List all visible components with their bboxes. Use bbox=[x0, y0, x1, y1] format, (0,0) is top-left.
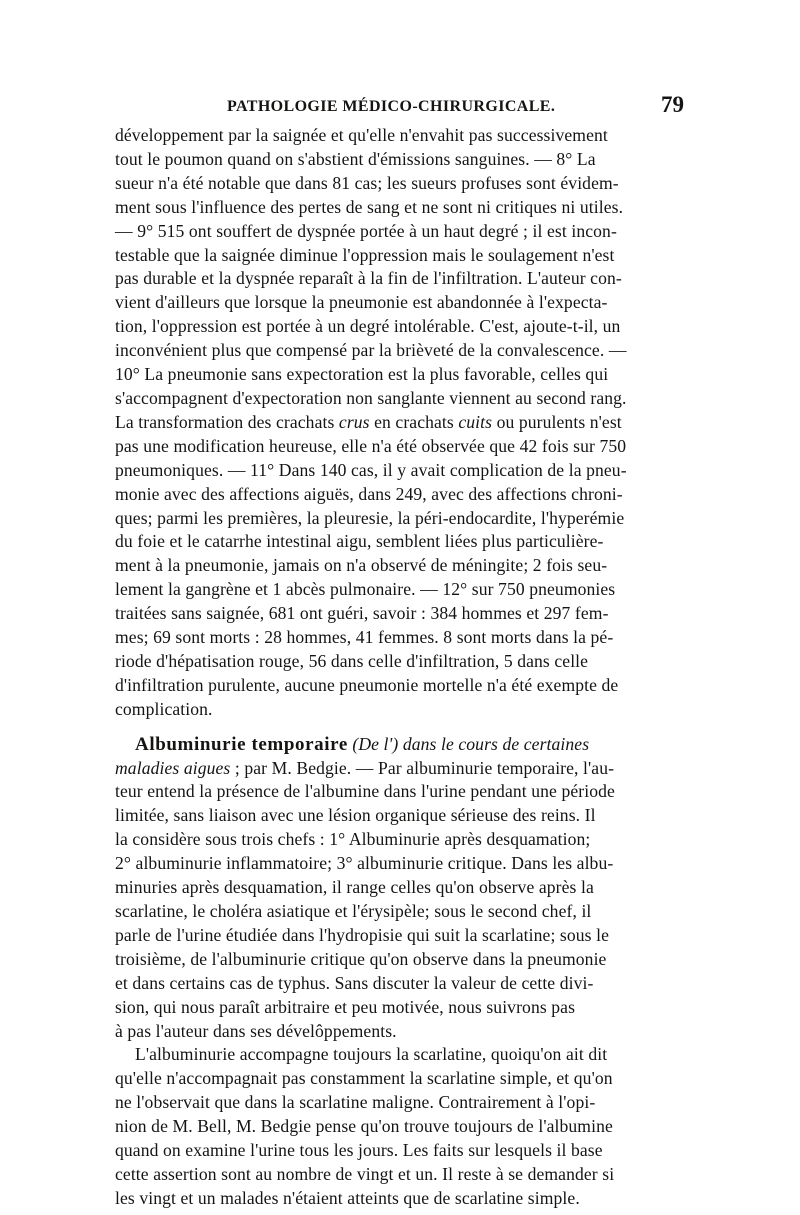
paragraph-text: développement par la saignée et qu'elle n'envahit pas successivement tout le poumon quand on s'abstient d'émissions sanguines. — 8° La sueur n'a été notable que dans 81 cas; les sueurs profuses sont évidem- ment sous l'influence des pertes de sang et ne sont ni critiques ni utiles. — 9° 515 ont souffert de dyspnée portée à un haut degré ; il est incon- testable que la saignée diminue l'oppression mais le soulagement n'est pas durable et la dyspnée reparaît à la fin de l'infiltration. L'auteur con- vient d'ailleurs que lorsque la pneumonie est abandonnée à l'expecta- tion, l'oppression est portée à un degré intolérable. C'est, ajoute-t-il, un inconvénient plus que compensé par la brièveté de la convalescence. — 10° La pneumonie sans expectoration est la plus favorable, celles qui s'accompagnent d'expectoration non sanglante viennent au second rang. La transformation des crachats bbox=[115, 125, 627, 432]
article-subject: (De l') dans le cours de certaines maladies aigues bbox=[115, 733, 590, 778]
article-albuminurie bbox=[115, 733, 687, 1044]
page-number: 79 bbox=[661, 92, 684, 117]
paragraph-text: en crachats bbox=[369, 411, 459, 432]
article-text: ; par M. Bedgie. — Par albuminurie temporaire, l'au- teur entend la présence de l'albumine dans l'urine pendant une période limitée, sans liaison avec une lésion organique sérieuse des reins. Il la considère sous trois chefs : 1° Albuminurie après desquamation; 2° albuminurie inflammatoire; 3° albuminurie critique. Dans les albu- minuries après desquamation, il range celles qu'on observe après la scarlatine, le choléra asiatique et l'érysipèle; sous le second chef, il parle de l'urine étudiée dans l'hydropisie qui suit la scarlatine; sous le troisième, de l'albuminurie critique qu'on observe dans la pneumonie et dans certains cas de typhus. Sans discuter la valeur de cette divi- sion, qui nous paraît arbitraire et peu motivée, nous suivrons pas à pas l'auteur dans ses dévelôppements. bbox=[115, 757, 615, 1041]
book-page bbox=[115, 94, 687, 1211]
italic-term-cuits: cuits bbox=[458, 411, 493, 432]
body-paragraph-scarlatine: L'albuminurie accompagne toujours la scarlatine, quoiqu'on ait dit qu'elle n'accompagnait pas constamment la scarlatine simple, et qu'on ne l'observait que dans la scarlatine maligne. Contrairement à l'opi- nion de M. Bell, M. Bedgie pense qu'on trouve toujours de l'albumine quand on examine l'urine tous les jours. Les faits sur lesquels il base cette assertion sont au nombre de vingt et un. Il reste à se demander si les vingt et un malades n'étaient atteints que de scarlatine simple. bbox=[115, 1044, 615, 1208]
body-paragraph-pneumonia bbox=[115, 124, 687, 722]
article-heading: Albuminurie temporaire bbox=[135, 733, 348, 755]
running-head bbox=[115, 94, 687, 124]
italic-term-crus: crus bbox=[338, 411, 370, 432]
running-title: PATHOLOGIE MÉDICO-CHIRURGICALE. bbox=[227, 98, 556, 115]
paragraph-text: ou purulents n'est pas une modification heureuse, elle n'a été observée que 42 fois sur 750 pneumoniques. — 11° Dans 140 cas, il y avait complication de la pneu- monie avec des affections aiguës, dans 249, avec des affections chroni- ques; parmi les premières, la pleuresie, la péri-endocardite, l'hyperémie du foie et le catarrhe intestinal aigu, semblent liées plus particulière- ment à la pneumonie, jamais on n'a observé de méningite; 2 fois seu- lement la gangrène et 1 abcès pulmonaire. — 12° sur 750 pneumonies traitées sans saignée, 681 ont guéri, savoir : 384 hommes et 297 fem- mes; 69 sont morts : 28 hommes, 41 femmes. 8 sont morts dans la pé- riode d'hépatisation rouge, 56 dans celle d'infiltration, 5 dans celle d'infiltration purulente, aucune pneumonie mortelle n'a été exempte de complication. bbox=[115, 411, 627, 719]
